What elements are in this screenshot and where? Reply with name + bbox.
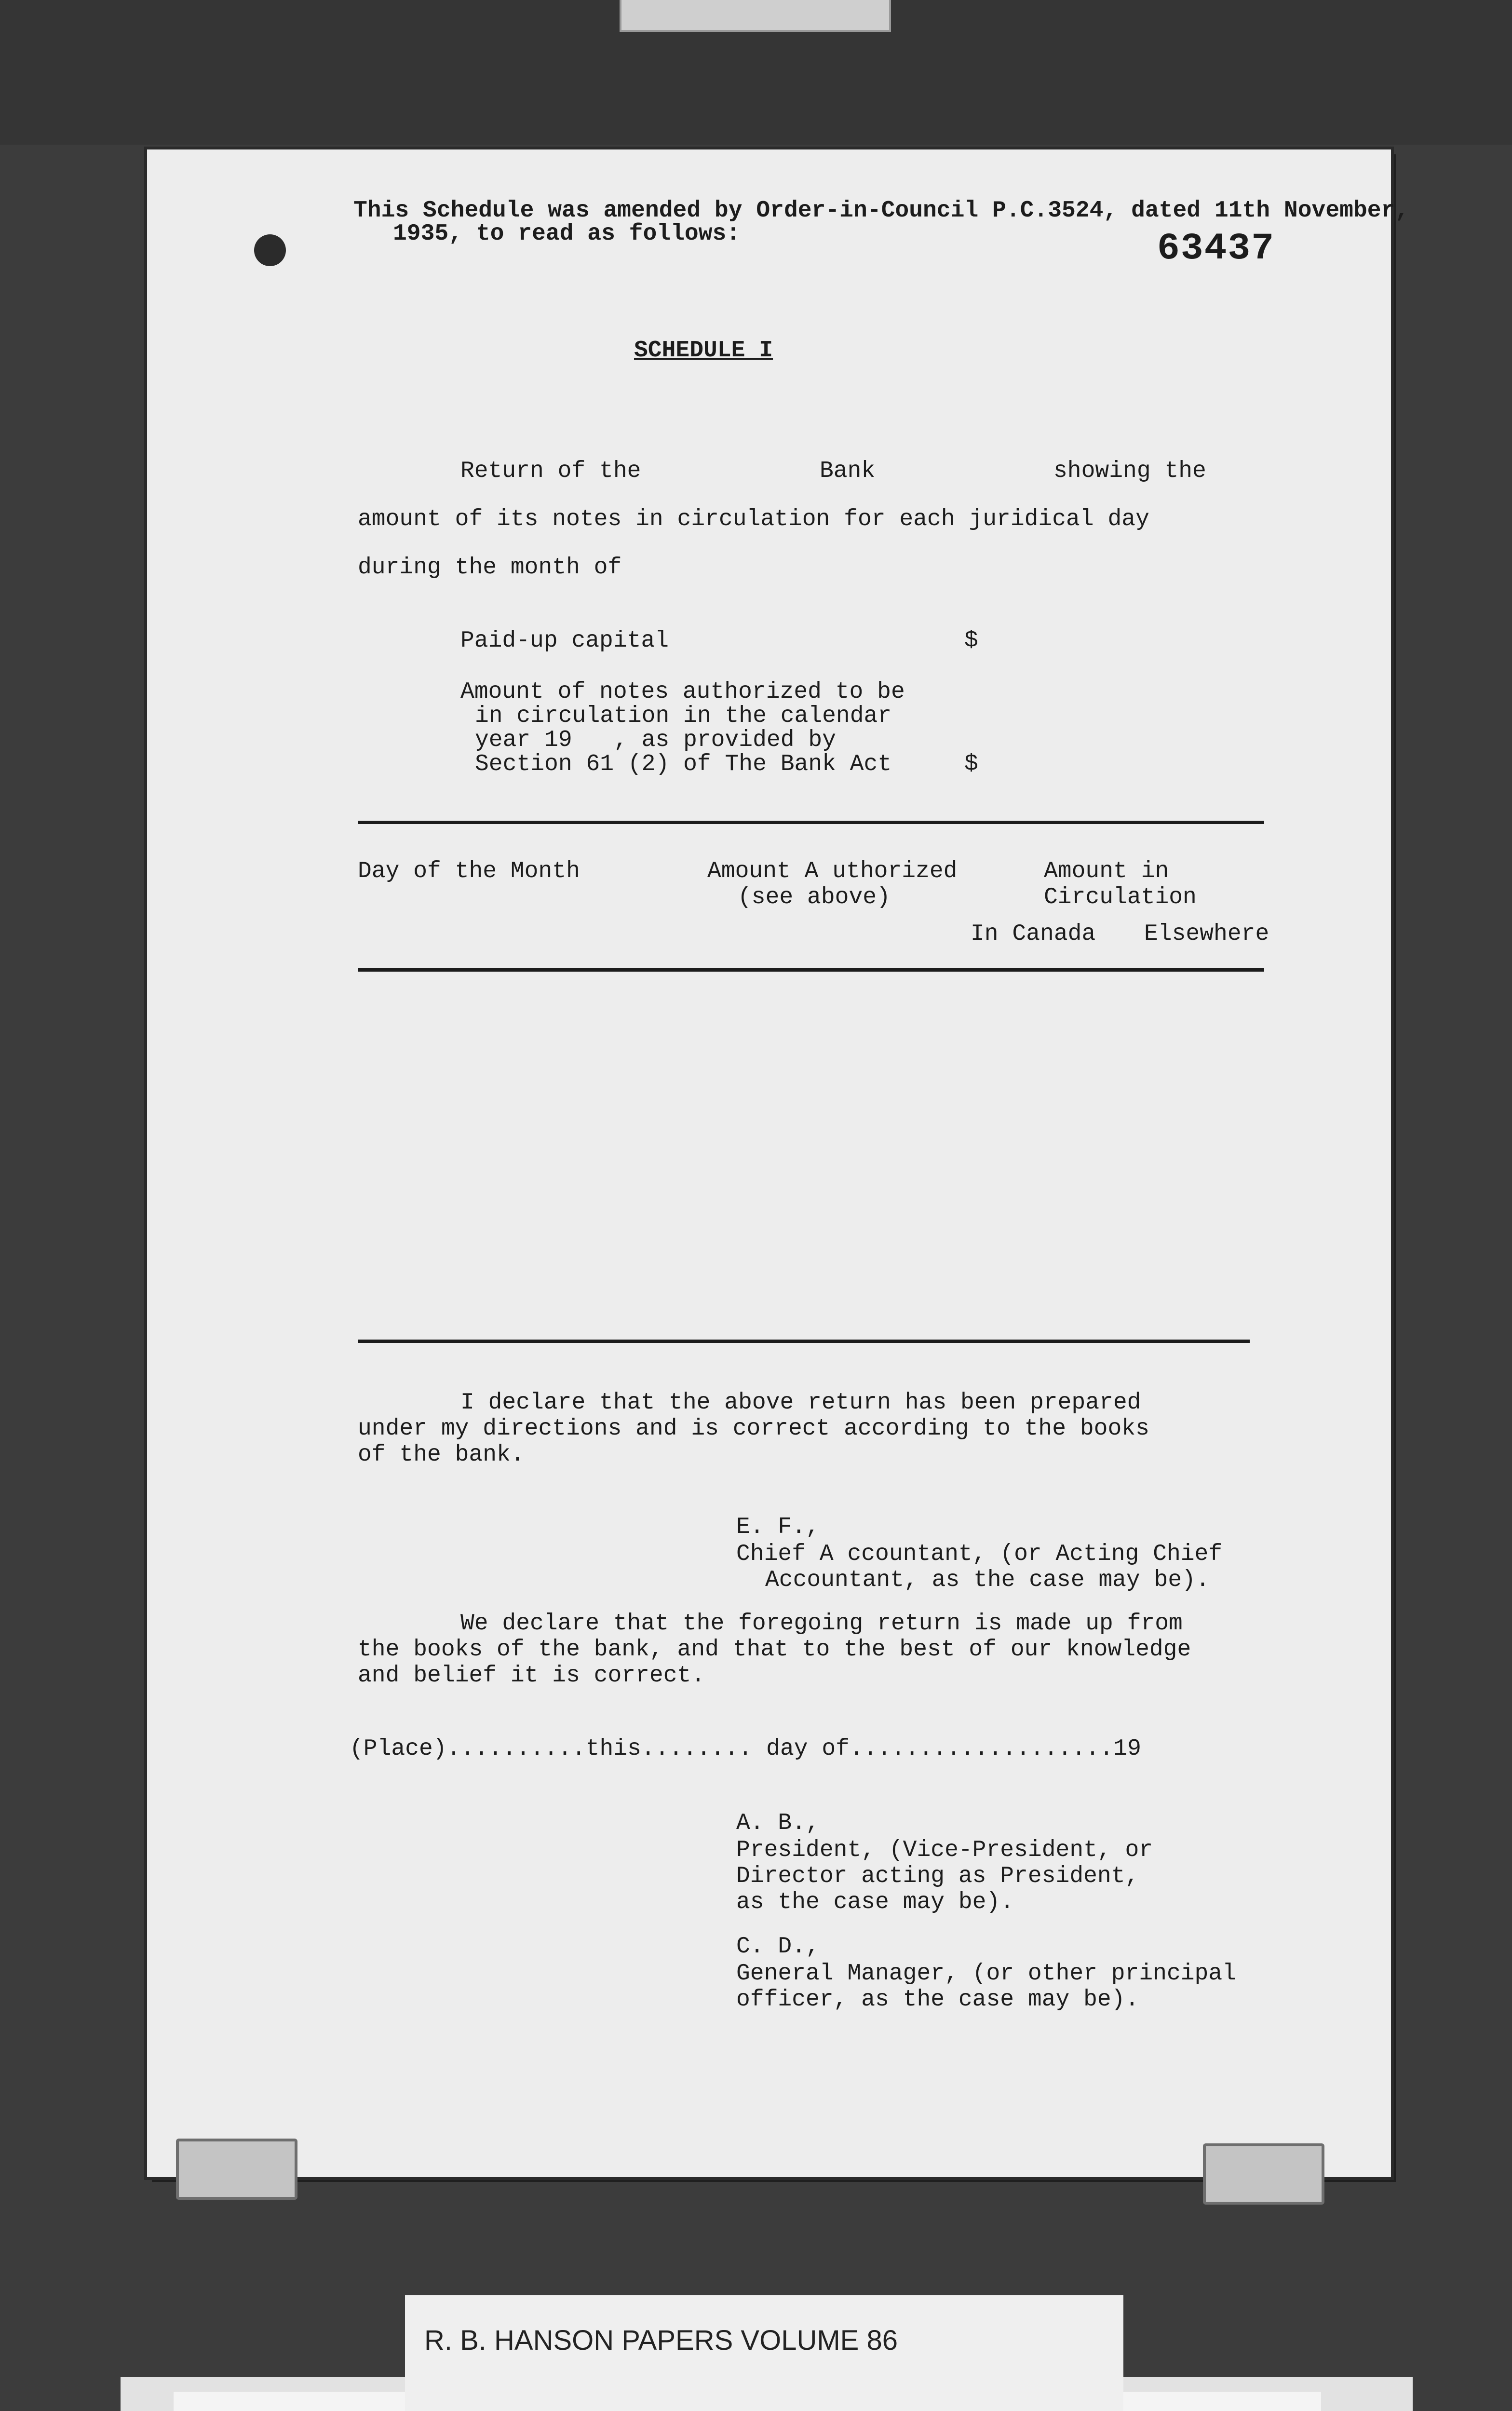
bottom-clip-left bbox=[176, 2139, 297, 2200]
table-header-rule bbox=[358, 968, 1264, 972]
president-line2: Director acting as President, bbox=[736, 1863, 1139, 1889]
document-number: 63437 bbox=[1157, 228, 1275, 270]
collection-label: R. B. HANSON PAPERS VOLUME 86 bbox=[424, 2325, 898, 2356]
intro-line3: during the month of bbox=[358, 555, 622, 581]
paid-up-capital-label: Paid-up capital bbox=[460, 628, 669, 654]
president-initials: A. B., bbox=[736, 1810, 820, 1836]
notes-authorized-dollar: $ bbox=[964, 751, 978, 777]
header-day-of-month: Day of the Month bbox=[358, 858, 580, 884]
intro-bank: Bank bbox=[820, 458, 876, 484]
amendment-note-line1: This Schedule was amended by Order-in-Council P.C.3524, dated 11th November, bbox=[353, 198, 1409, 224]
joint-declaration-line2: the books of the bank, and that to the best of our knowledge bbox=[358, 1637, 1191, 1663]
top-clip bbox=[620, 0, 891, 32]
schedule-title: SCHEDULE I bbox=[634, 338, 773, 364]
notes-authorized-line3: year 19 , as provided by bbox=[475, 727, 836, 753]
punch-hole bbox=[254, 234, 286, 266]
president-line3: as the case may be). bbox=[736, 1889, 1014, 1915]
table-bottom-rule bbox=[358, 1340, 1250, 1343]
header-amount-in-circulation-line2: Circulation bbox=[1044, 884, 1197, 910]
notes-authorized-line1: Amount of notes authorized to be bbox=[460, 679, 905, 705]
notes-authorized-line2: in circulation in the calendar bbox=[475, 703, 892, 729]
table-top-rule bbox=[358, 821, 1264, 824]
header-elsewhere: Elsewhere bbox=[1144, 921, 1269, 947]
amendment-note-line2: 1935, to read as follows: bbox=[393, 221, 741, 247]
manager-line2: officer, as the case may be). bbox=[736, 1987, 1139, 2013]
accountant-title-line1: Chief A ccountant, (or Acting Chief bbox=[736, 1541, 1223, 1567]
header-amount-authorized-line2: (see above) bbox=[738, 884, 891, 910]
joint-declaration-line3: and belief it is correct. bbox=[358, 1663, 705, 1689]
declaration-line1: I declare that the above return has been prepared bbox=[460, 1390, 1141, 1416]
accountant-title-line2: Accountant, as the case may be). bbox=[765, 1567, 1210, 1593]
bottom-clip-right bbox=[1203, 2143, 1324, 2205]
intro-showing-the: showing the bbox=[1053, 458, 1206, 484]
collection-label-strip bbox=[405, 2295, 1123, 2411]
notes-authorized-line4: Section 61 (2) of The Bank Act bbox=[475, 751, 892, 777]
intro-return-of-the: Return of the bbox=[460, 458, 641, 484]
declaration-line3: of the bank. bbox=[358, 1442, 525, 1468]
document-page bbox=[147, 149, 1409, 2177]
joint-declaration-line1: We declare that the foregoing return is made up from bbox=[460, 1611, 1183, 1637]
paid-up-capital-dollar: $ bbox=[964, 628, 978, 654]
place-date-line: (Place)..........this........ day of...................19 bbox=[350, 1736, 1141, 1762]
declaration-line2: under my directions and is correct according to the books bbox=[358, 1416, 1149, 1442]
manager-line1: General Manager, (or other principal bbox=[736, 1961, 1236, 1987]
header-in-canada: In Canada bbox=[971, 921, 1096, 947]
president-line1: President, (Vice-President, or bbox=[736, 1837, 1153, 1863]
accountant-initials: E. F., bbox=[736, 1514, 820, 1540]
manager-initials: C. D., bbox=[736, 1934, 820, 1960]
header-amount-authorized-line1: Amount A uthorized bbox=[707, 858, 958, 884]
intro-line2: amount of its notes in circulation for each juridical day bbox=[358, 506, 1149, 532]
header-amount-in-circulation-line1: Amount in bbox=[1044, 858, 1169, 884]
